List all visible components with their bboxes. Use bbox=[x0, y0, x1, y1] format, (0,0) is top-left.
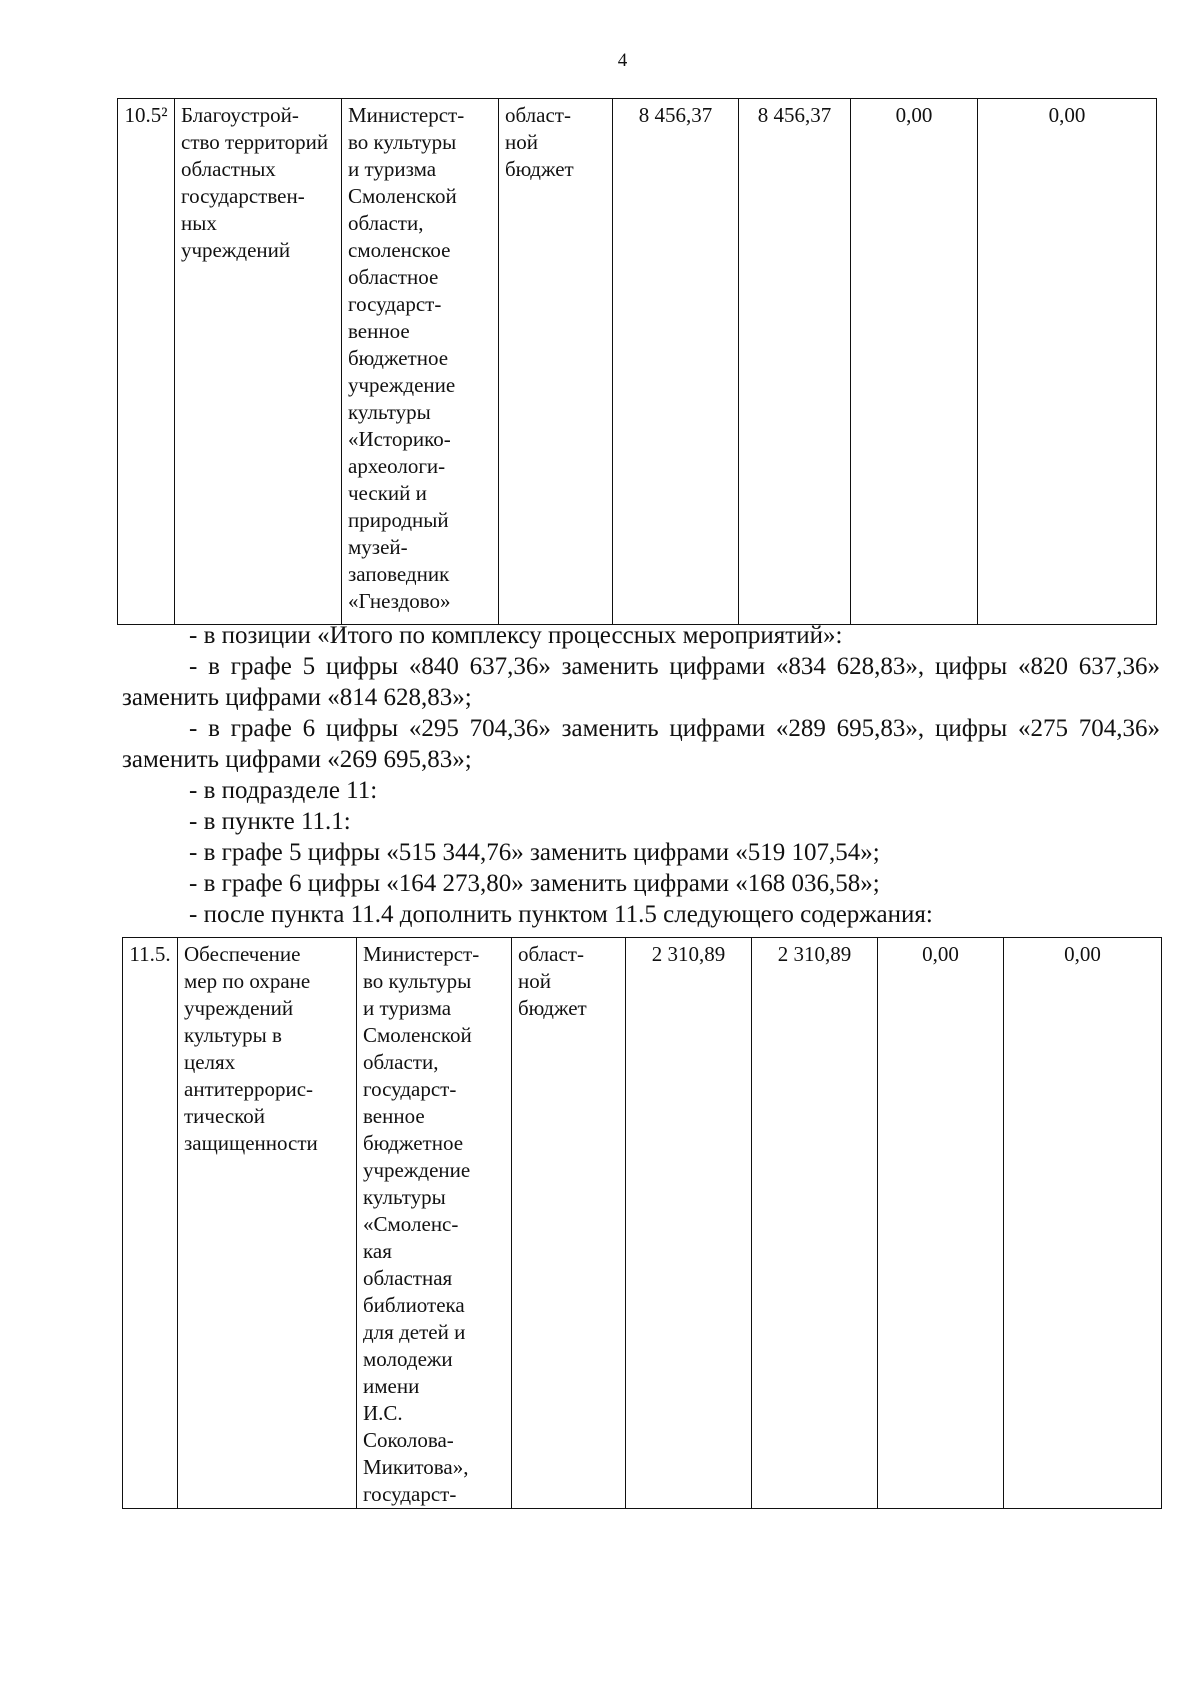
item-total-value: 8 456,37 bbox=[613, 99, 739, 625]
item-funding-source: област- ной бюджет bbox=[512, 938, 626, 1509]
item-executor: Министерст- во культуры и туризма Смоленской области, смоленское областное государст- венное бюджетное учреждение культуры «Историко- археологи- ческий и природный музей- заповедник «Гнездово» bbox=[342, 99, 499, 625]
text-line: - в графе 5 цифры «840 637,36» заменить цифрами «834 628,83», цифры «820 637,36» заменить цифрами «814 628,83»; bbox=[122, 653, 1160, 711]
item-total-value: 2 310,89 bbox=[626, 938, 752, 1509]
text-line: - в подразделе 11: bbox=[189, 777, 378, 804]
table-row bbox=[123, 938, 1162, 1509]
page-number: 4 bbox=[617, 50, 628, 71]
item-name: Благоустрой- ство территорий областных государствен- ных учреждений bbox=[175, 99, 342, 625]
table-row bbox=[118, 99, 1157, 625]
item-year2-value: 0,00 bbox=[851, 99, 978, 625]
text-line: - в графе 5 цифры «515 344,76» заменить цифрами «519 107,54»; bbox=[189, 839, 880, 866]
measures-table-row-11-5 bbox=[122, 937, 1162, 1509]
item-funding-source: област- ной бюджет bbox=[499, 99, 613, 625]
text-line: - в графе 6 цифры «164 273,80» заменить цифрами «168 036,58»; bbox=[189, 870, 880, 897]
item-year1-value: 8 456,37 bbox=[739, 99, 851, 625]
text-line: - в графе 6 цифры «295 704,36» заменить цифрами «289 695,83», цифры «275 704,36» заменить цифрами «269 695,83»; bbox=[122, 715, 1160, 773]
item-executor: Министерст- во культуры и туризма Смоленской области, государст- венное бюджетное учреждение культуры «Смоленс- кая областная библиотека для детей и молодежи имени И.С. Соколова- Микитова», государст- bbox=[357, 938, 512, 1509]
item-name: Обеспечение мер по охране учреждений культуры в целях антитеррорис- тической защищенности bbox=[178, 938, 357, 1509]
measures-table-row-10-5 bbox=[117, 98, 1157, 625]
amendment-text bbox=[122, 620, 1160, 930]
text-line: - в пункте 11.1: bbox=[189, 808, 351, 835]
item-number: 10.5² bbox=[118, 99, 175, 625]
item-year3-value: 0,00 bbox=[978, 99, 1157, 625]
item-year3-value: 0,00 bbox=[1004, 938, 1162, 1509]
item-year2-value: 0,00 bbox=[878, 938, 1004, 1509]
item-number: 11.5. bbox=[123, 938, 178, 1509]
text-line: - после пункта 11.4 дополнить пунктом 11.5 следующего содержания: bbox=[189, 901, 933, 928]
item-year1-value: 2 310,89 bbox=[752, 938, 878, 1509]
text-line: - в позиции «Итого по комплексу процессных мероприятий»: bbox=[189, 622, 843, 649]
